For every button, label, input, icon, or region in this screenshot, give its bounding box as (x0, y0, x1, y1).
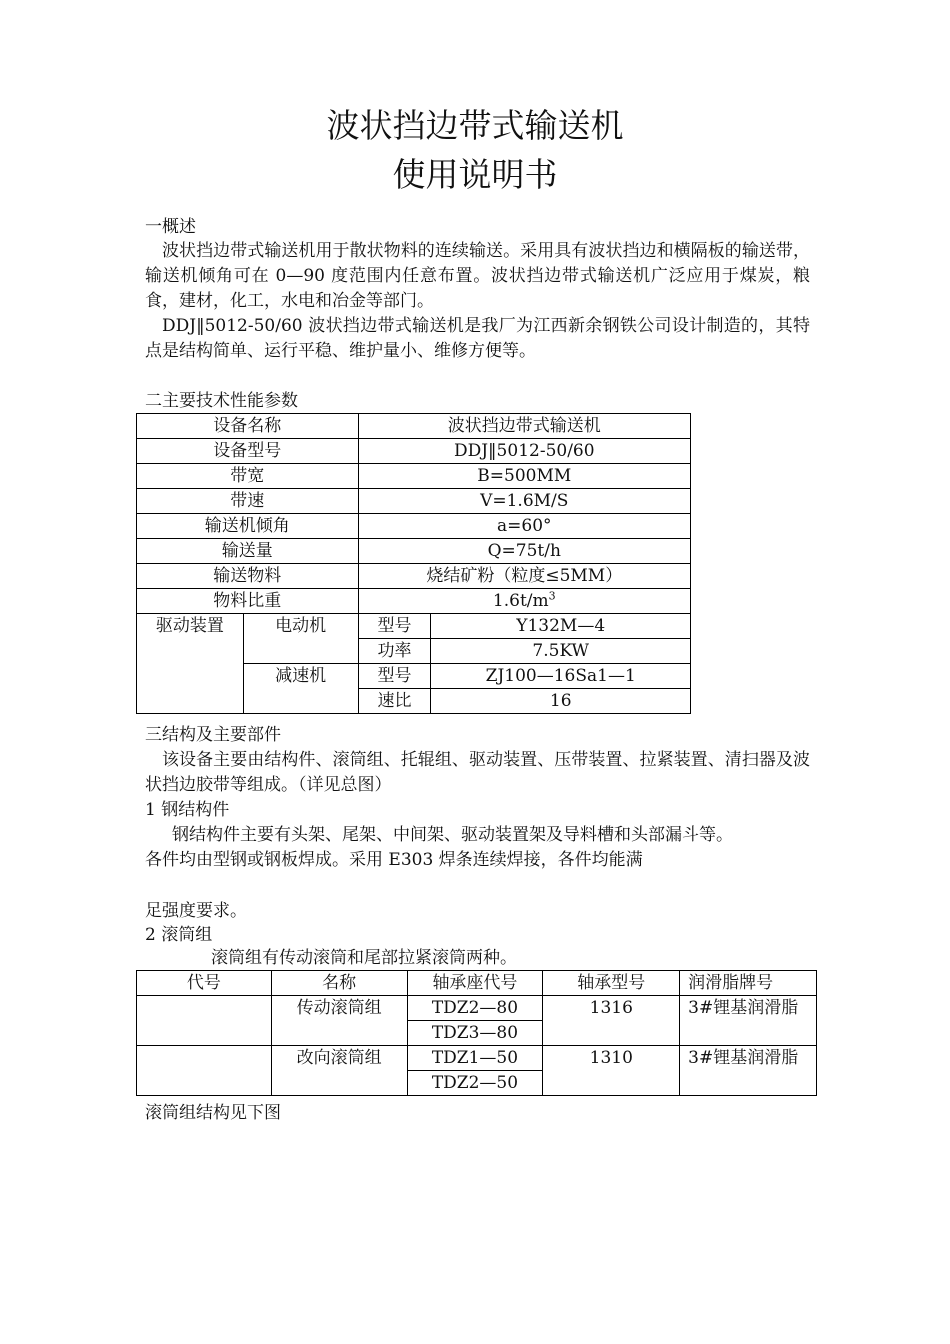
param-value: DDJ‖5012-50/60 (358, 439, 690, 464)
param-value: 烧结矿粉（粒度≤5MM） (358, 564, 690, 589)
column-header: 轴承座代号 (407, 971, 543, 996)
table-row (137, 996, 817, 1021)
param-label: 输送物料 (137, 564, 359, 589)
grease-grade: 3#锂基润滑脂 (680, 996, 817, 1046)
density-superscript: 3 (548, 589, 556, 603)
reducer-ratio-label: 速比 (358, 689, 431, 714)
table-row (137, 539, 691, 564)
param-label: 设备名称 (137, 414, 359, 439)
param-value: Q=75t/h (358, 539, 690, 564)
param-label: 带速 (137, 489, 359, 514)
tech-params-table (136, 413, 691, 714)
reducer-type-label: 型号 (358, 664, 431, 689)
subsection1-paragraph-2: 各件均由型钢或钢板焊成。采用 E303 焊条连续焊接，各件均能满 (145, 850, 643, 870)
column-header: 名称 (271, 971, 407, 996)
table-header-row (137, 971, 817, 996)
table-row (137, 1046, 817, 1071)
pulley-name: 传动滚筒组 (271, 996, 407, 1046)
section1-heading: 一概述 (145, 217, 196, 237)
column-header: 润滑脂牌号 (680, 971, 817, 996)
density-value: 1.6t/m (492, 591, 549, 611)
table-row (137, 614, 691, 639)
param-label: 设备型号 (137, 439, 359, 464)
param-value: a=60° (358, 514, 690, 539)
subsection1-heading: 1 钢结构件 (145, 800, 230, 820)
column-header: 轴承型号 (543, 971, 680, 996)
motor-label: 电动机 (243, 614, 358, 664)
table-row (137, 589, 691, 614)
document-subtitle: 使用说明书 (392, 155, 558, 194)
document-title: 波状挡边带式输送机 (326, 106, 624, 145)
section2-heading: 二主要技术性能参数 (145, 391, 298, 411)
pulley-code (137, 1046, 272, 1096)
section3-heading: 三结构及主要部件 (145, 725, 281, 745)
param-label: 带宽 (137, 464, 359, 489)
param-label: 输送机倾角 (137, 514, 359, 539)
drive-label: 驱动装置 (137, 614, 244, 714)
pulley-figure-note: 滚筒组结构见下图 (145, 1103, 281, 1123)
motor-type-value: Y132M—4 (431, 614, 691, 639)
section3-paragraph: 该设备主要由结构件、滚筒组、托辊组、驱动装置、压带装置、拉紧装置、清扫器及波状挡边胶带等组成。（详见总图） (145, 750, 810, 795)
param-value (358, 589, 690, 614)
param-value: V=1.6M/S (358, 489, 690, 514)
bearing-model: 1310 (543, 1046, 680, 1096)
table-row (137, 564, 691, 589)
bearing-seat-code: TDZ2—50 (407, 1071, 543, 1096)
grease-grade: 3#锂基润滑脂 (680, 1046, 817, 1096)
param-label: 物料比重 (137, 589, 359, 614)
pulley-table (136, 970, 817, 1096)
pulley-name: 改向滚筒组 (271, 1046, 407, 1096)
reducer-ratio-value: 16 (431, 689, 691, 714)
table-row (137, 514, 691, 539)
bearing-seat-code: TDZ3—80 (407, 1021, 543, 1046)
param-value: 波状挡边带式输送机 (358, 414, 690, 439)
subsection2-heading: 2 滚筒组 (145, 925, 213, 945)
subsection2-intro: 滚筒组有传动滚筒和尾部拉紧滚筒两种。 (211, 948, 517, 968)
section1-paragraph-1: 波状挡边带式输送机用于散状物料的连续输送。采用具有波状挡边和横隔板的输送带，输送机倾角可在 0—90 度范围内任意布置。波状挡边带式输送机广泛应用于煤炭，粮食，建材，化工，水电和冶金等部门。 (145, 241, 810, 311)
section1-paragraph-2: DDJ‖5012-50/60 波状挡边带式输送机是我厂为江西新余钢铁公司设计制造的，其特点是结构简单、运行平稳、维护量小、维修方便等。 (145, 316, 810, 361)
subsection1-paragraph-1: 钢结构件主要有头架、尾架、中间架、驱动装置架及导料槽和头部漏斗等。 (172, 825, 733, 845)
param-value: B=500MM (358, 464, 690, 489)
pulley-code (137, 996, 272, 1046)
motor-power-value: 7.5KW (431, 639, 691, 664)
param-label: 输送量 (137, 539, 359, 564)
table-row (137, 414, 691, 439)
reducer-label: 减速机 (243, 664, 358, 714)
motor-type-label: 型号 (358, 614, 431, 639)
subsection1-paragraph-3: 足强度要求。 (145, 901, 247, 921)
column-header: 代号 (137, 971, 272, 996)
bearing-seat-code: TDZ1—50 (407, 1046, 543, 1071)
bearing-seat-code: TDZ2—80 (407, 996, 543, 1021)
table-row (137, 489, 691, 514)
table-row (137, 439, 691, 464)
bearing-model: 1316 (543, 996, 680, 1046)
motor-power-label: 功率 (358, 639, 431, 664)
reducer-type-value: ZJ100—16Sa1—1 (431, 664, 691, 689)
table-row (137, 464, 691, 489)
